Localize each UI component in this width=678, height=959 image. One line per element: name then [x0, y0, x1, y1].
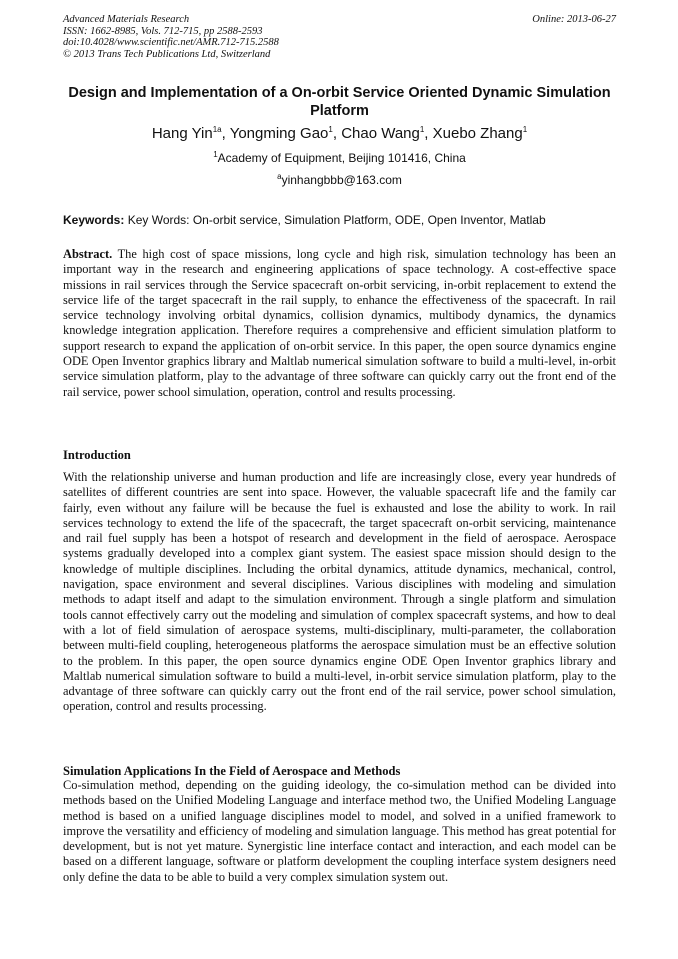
section-heading-introduction: Introduction — [63, 448, 131, 462]
issn-line: ISSN: 1662-8985, Vols. 712-715, pp 2588-2593 — [63, 25, 263, 37]
keywords — [63, 212, 616, 228]
author: Yongming Gao$^1$, — [229, 125, 342, 142]
introduction-text: With the relationship universe and human production and life are increasingly close, every year hundreds of satellites of different countries are sent into space. However, the valuable spacecraft life and the family car fairly, even without any failure will be because the fuel is exhausted and lose the ability to work. In rail services technology to extend the life of the spacecraft, the target spacecraft on-orbit servicing, maintenance and rail fuel supply has been a hotspot of research and development in the field of aerospace. Aerospace systems gradually developed into a complex giant system. The easiest space mission should design to the knowledge of multiple disciplines. Including the orbital dynamics, attitude dynamics, mechanical, control, navigation, space environment and several disciplines. Various disciplines with modeling and simulation methods to adapt itself and adapt to the simulation environment. Through a single platform and simulation tools cannot effectively carry out the modeling and simulation of complex spacecraft systems, and how to deal with a lot of field simulation of aerospace systems, multi-disciplinary, multi-parameter, the collaboration between multi-field coupling, heterogeneous platforms the aerospace simulation must be an effective solution to the problem. In this paper, the open source dynamics engine ODE Open Inventor graphics library and Maltlab numerical simulation software to build a multi-level, in-orbit service simulation platform, play to the advantage of three software can quickly carry out the front end of the rail service, power school simulation, operation, control and results processing. — [63, 470, 616, 714]
simulation-text: Co-simulation method, depending on the guiding ideology, the co-simulation method can be divided into methods based on the Unified Modeling Language and interface method two, the Unified Modeling Language method is based on a unified language disciplines model to model, and solved in a unified framework to improve the versatility and efficiency of modeling and simulation language. This method has great potential for development, but is not yet mature. Synergistic line interface contact and interaction, and each model can be based on a different language, software or platform development the coupling interface system designers need only define the data to be able to build a very complex simulation system out. — [63, 778, 616, 884]
paper-title: Design and Implementation of a On-orbit Service Oriented Dynamic Simulation Platform — [68, 85, 611, 119]
abstract-label: Abstract. — [63, 247, 113, 261]
author: Hang Yin$^{1a}$, — [151, 125, 230, 142]
doi-line: doi:10.4028/www.scientific.net/AMR.712-715.2588 — [63, 37, 279, 48]
abstract — [63, 247, 616, 400]
online-date: Online: 2013-06-27 — [532, 14, 616, 25]
keywords-text: Key Words: On-orbit service, Simulation Platform, ODE, Open Inventor, Matlab — [124, 213, 546, 227]
author-list — [63, 124, 616, 144]
author-email: $^a$yinhangbbb@163.com — [277, 172, 402, 187]
section-heading-simulation: Simulation Applications In the Field of Aerospace and Methods — [63, 764, 401, 778]
abstract-text: The high cost of space missions, long cycle and high risk, simulation technology has been an important way in the research and engineering applications of space technology. A cost-effective space missions in rail services through the Service spacecraft on-orbit servicing, in-orbit replacement to extend the service life of the target spacecraft in the rail supply, to enhance the effectiveness of the spacecraft. In rail service technology involving orbital dynamics, collision dynamics, multibody dynamics, the dynamics knowledge integration application. Therefore requires a comprehensive and efficient simulation platform to support research to expand the application of on-orbit service. In this paper, the open source dynamics engine ODE Open Inventor graphics library and Maltlab numerical simulation software to build a multi-level, in-orbit service simulation platform, play to the advantage of three software can quickly carry out the front end of the rail service, power school simulation, operation, control and results processing. — [63, 247, 616, 399]
journal-name: Advanced Materials Research — [63, 14, 190, 25]
affiliation: $^1$Academy of Equipment, Beijing 101416, China — [213, 150, 466, 165]
author: Xuebo Zhang$^1$ — [432, 125, 528, 142]
journal-header — [63, 14, 616, 60]
copyright-line: © 2013 Trans Tech Publications Ltd, Switzerland — [63, 48, 271, 60]
author: Chao Wang$^1$, — [341, 125, 433, 142]
keywords-label: Keywords: — [63, 213, 125, 227]
